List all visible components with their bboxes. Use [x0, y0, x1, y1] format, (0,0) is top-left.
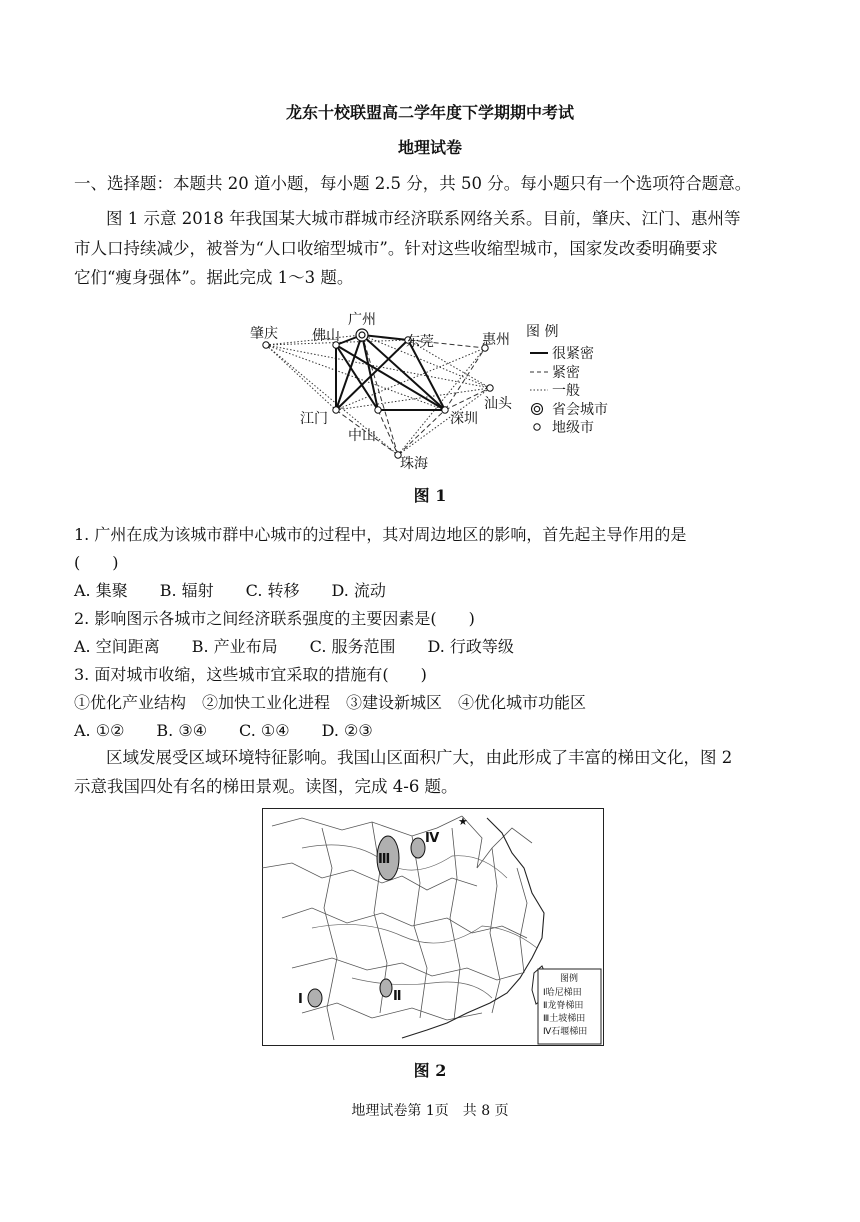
label-shenzhen: 深圳 [450, 411, 478, 427]
question3-stem: 3. 面对城市收缩，这些城市宜采取的措施有( ) [74, 665, 427, 684]
section-heading: 一、选择题：本题共 20 道小题，每小题 2.5 分，共 50 分。每小题只有一个选项符合题意。 [74, 174, 752, 193]
label-guangzhou: 广州 [348, 312, 376, 328]
figure2-legend-item-2: Ⅱ龙脊梯田 [543, 1001, 584, 1011]
region-ii-shape [380, 979, 392, 997]
figure2-legend [538, 969, 601, 1044]
figure2-map [262, 808, 604, 1046]
legend-general: 一般 [552, 383, 580, 399]
svg-text:★: ★ [458, 815, 468, 828]
legend-close: 紧密 [552, 365, 580, 381]
intro2-line1: 区域发展受区域环境特征影响。我国山区面积广大，由此形成了丰富的梯田文化，图 2 [106, 748, 733, 767]
question2-options: A. 空间距离 B. 产业布局 C. 服务范围 D. 行政等级 [74, 637, 514, 656]
figure1-network-diagram [240, 310, 630, 475]
exam-subtitle: 地理试卷 [397, 138, 462, 157]
question1-options: A. 集聚 B. 辐射 C. 转移 D. 流动 [74, 581, 386, 600]
node-zhongshan [375, 407, 381, 413]
exam-title: 龙东十校联盟高二学年度下学期期中考试 [285, 103, 574, 122]
intro1-line3: 它们“瘦身强体”。据此完成 1～3 题。 [74, 268, 354, 287]
region-iv-shape [411, 838, 425, 858]
label-foshan: 佛山 [312, 328, 340, 344]
node-shenzhen [442, 407, 448, 413]
intro2-line2: 示意我国四处有名的梯田景观。读图，完成 4-6 题。 [74, 777, 458, 796]
legend-provincial-capital: 省会城市 [552, 402, 608, 418]
label-zhongshan: 中山 [348, 428, 376, 444]
figure2-legend-title: 图例 [560, 974, 579, 984]
label-zhuhai: 珠海 [400, 456, 428, 472]
intro1-line2: 市人口持续减少，被誉为“人口收缩型城市”。针对这些收缩型城市，国家发改委明确要求 [74, 239, 718, 258]
page-footer: 地理试卷第 1页 共 8 页 [351, 1103, 509, 1119]
question3-options: A. ①② B. ③④ C. ①④ D. ②③ [74, 721, 373, 740]
legend-title: 图 例 [526, 324, 559, 340]
label-dongguan: 东莞 [406, 334, 434, 350]
region-i-shape [308, 989, 322, 1007]
label-region-iv: Ⅳ [425, 831, 440, 846]
figure1-caption: 图 1 [413, 486, 447, 505]
question1-stem-cont: ( ) [74, 553, 119, 572]
figure2-legend-item-1: Ⅰ哈尼梯田 [543, 988, 582, 998]
label-jiangmen: 江门 [300, 411, 328, 427]
intro1-line1: 图 1 示意 2018 年我国某大城市群城市经济联系网络关系。目前，肇庆、江门、惠州等 [106, 209, 741, 228]
label-huizhou: 惠州 [482, 332, 510, 348]
label-region-i: Ⅰ [298, 992, 303, 1007]
question1-stem: 1. 广州在成为该城市群中心城市的过程中，其对周边地区的影响，首先起主导作用的是 [74, 525, 687, 544]
node-shantou [487, 385, 493, 391]
node-jiangmen [333, 407, 339, 413]
figure2-legend-item-3: Ⅲ土坡梯田 [543, 1014, 586, 1024]
node-guangzhou [356, 329, 368, 341]
figure2-caption: 图 2 [413, 1061, 447, 1080]
question3-choices: ①优化产业结构 ②加快工业化进程 ③建设新城区 ④优化城市功能区 [74, 693, 587, 712]
question2-stem: 2. 影响图示各城市之间经济联系强度的主要因素是( ) [74, 609, 475, 628]
figure1-legend [526, 324, 608, 436]
figure2-legend-item-4: Ⅳ石堰梯田 [543, 1027, 588, 1037]
label-region-ii: Ⅱ [393, 989, 402, 1004]
node-zhaoqing [263, 342, 269, 348]
legend-very-close: 很紧密 [552, 346, 594, 362]
label-shantou: 汕头 [484, 396, 512, 412]
legend-prefecture-city: 地级市 [552, 420, 594, 436]
label-region-iii: Ⅲ [378, 852, 391, 867]
label-zhaoqing: 肇庆 [250, 326, 278, 342]
